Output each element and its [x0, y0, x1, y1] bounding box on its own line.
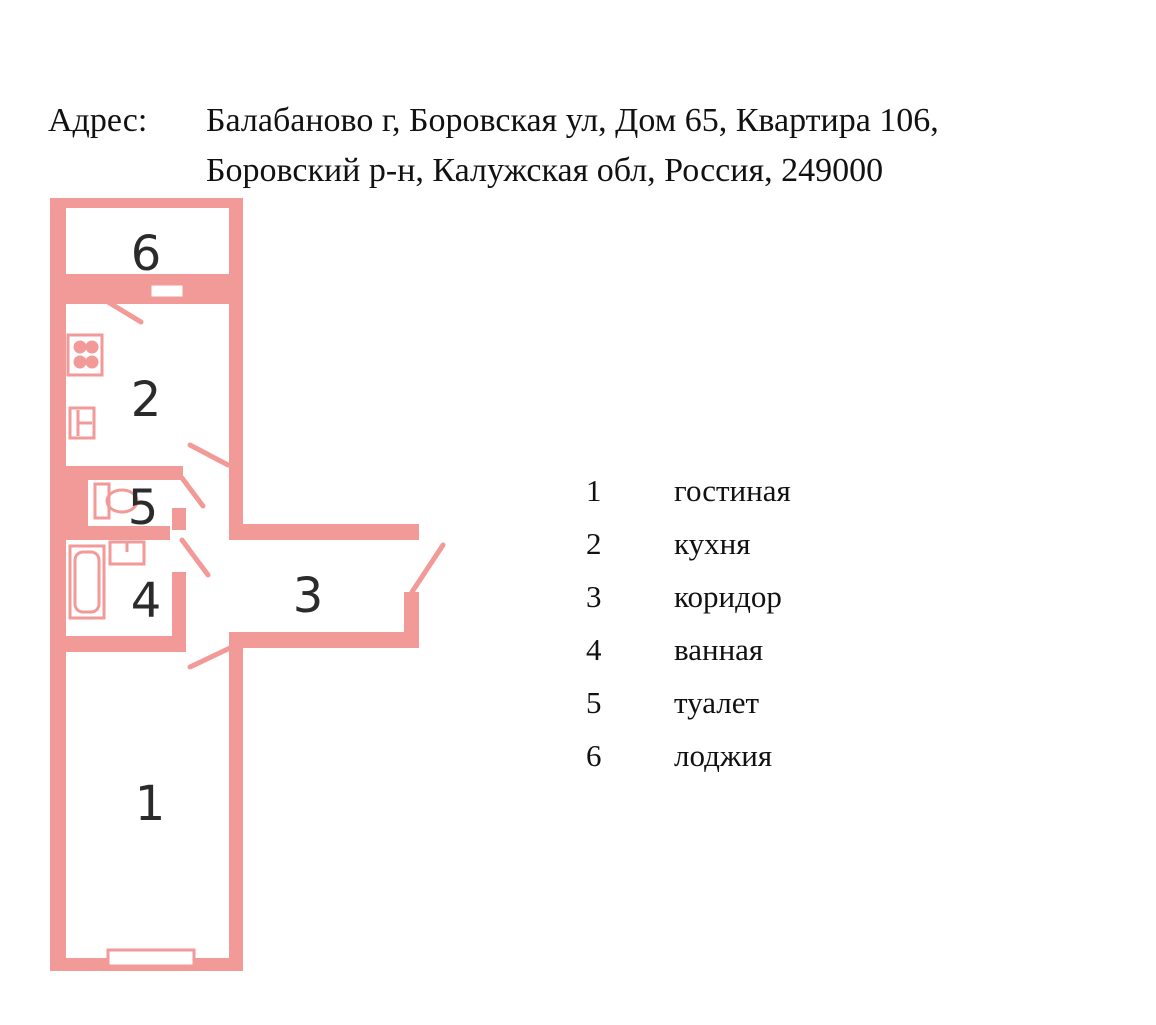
door-bath	[182, 540, 208, 575]
door-living-room	[190, 648, 230, 667]
room-number-3: 3	[292, 568, 324, 624]
legend-number: 1	[586, 473, 602, 508]
legend-number: 5	[586, 685, 602, 720]
sink-icon	[70, 408, 94, 438]
address-label: Адрес:	[48, 102, 148, 139]
bathtub-icon	[70, 546, 104, 618]
room-number-5: 5	[127, 480, 159, 536]
address-line-1: Балабаново г, Боровская ул, Дом 65, Квартира 106,	[206, 102, 939, 139]
window-living-room	[108, 950, 194, 966]
room-number-4: 4	[130, 573, 162, 629]
legend-label: гостиная	[674, 473, 791, 508]
legend-label: туалет	[674, 685, 760, 720]
legend-number: 2	[586, 526, 602, 561]
legend-number: 6	[586, 738, 602, 773]
legend-label: кухня	[674, 526, 751, 561]
legend-label: лоджия	[674, 738, 773, 773]
legend-item	[586, 680, 791, 733]
legend-item	[586, 574, 791, 627]
stove-icon	[68, 335, 102, 375]
legend-item	[586, 733, 791, 786]
legend-item	[586, 627, 791, 680]
door-loggia	[108, 302, 141, 322]
legend-number: 3	[586, 579, 602, 614]
door-kitchen	[190, 445, 228, 465]
room-number-2: 2	[130, 372, 162, 428]
door-entrance	[412, 545, 443, 592]
address-line-2: Боровский р-н, Калужская обл, Россия, 249000	[206, 152, 884, 189]
legend-number: 4	[586, 632, 602, 667]
legend-label: ванная	[674, 632, 764, 667]
legend-label: коридор	[674, 579, 782, 614]
legend-item	[586, 468, 791, 521]
room-legend	[586, 468, 791, 786]
room-number-1: 1	[134, 776, 166, 832]
room-number-6: 6	[130, 226, 162, 282]
door-wc	[182, 478, 203, 506]
legend-item	[586, 521, 791, 574]
window-loggia	[150, 284, 184, 298]
washbasin-icon	[110, 542, 144, 564]
